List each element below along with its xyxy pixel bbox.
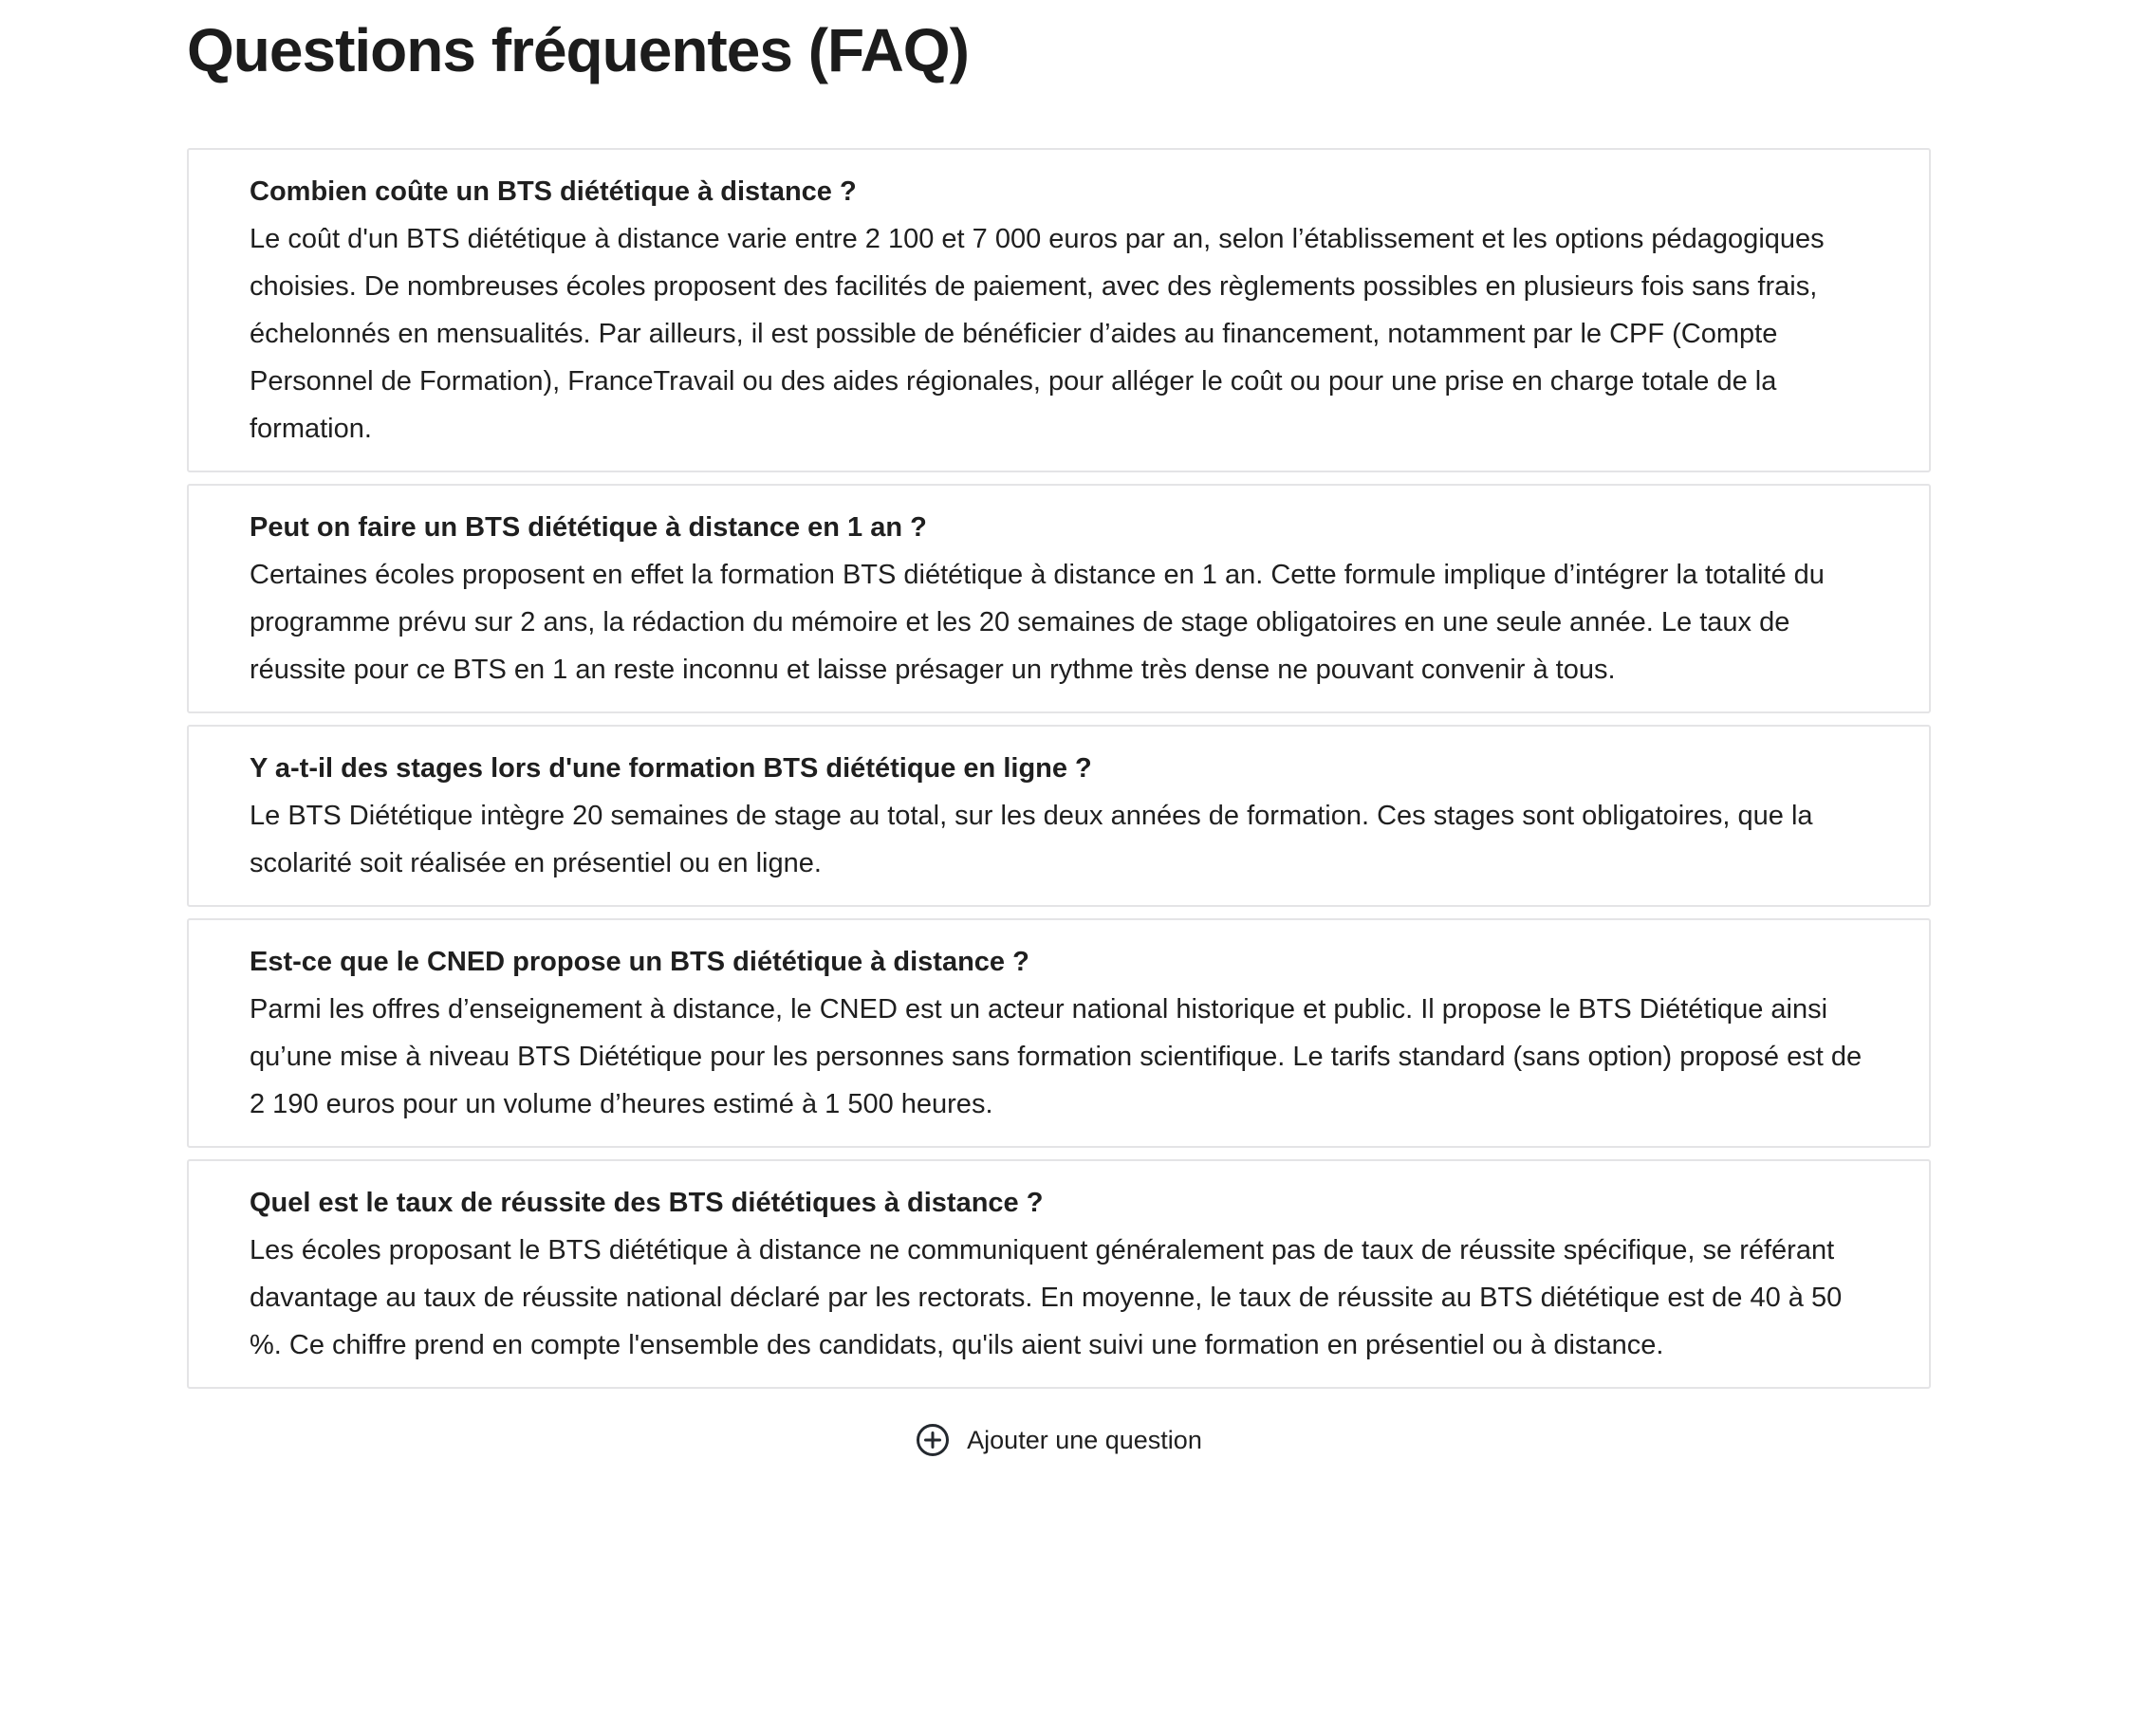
faq-question: Peut on faire un BTS diététique à distance en 1 an ?	[250, 512, 927, 543]
page-title: Questions fréquentes (FAQ)	[187, 16, 969, 84]
add-question-button[interactable]	[187, 1423, 1931, 1457]
faq-question: Combien coûte un BTS diététique à distance ?	[250, 176, 857, 207]
faq-card	[187, 484, 1931, 713]
faq-question: Quel est le taux de réussite des BTS diététiques à distance ?	[250, 1188, 1044, 1218]
add-question-label: Ajouter une question	[967, 1426, 1202, 1454]
faq-answer: Certaines écoles proposent en effet la formation BTS diététique à distance en 1 an. Cette formule implique d’intégrer la totalité du programme prévu sur 2 ans, la rédaction du mémoire et les 20 semaines de stage obligatoires en une seule année. Le taux de réussite pour ce BTS en 1 an reste inconnu et laisse présager un rythme très dense ne pouvant convenir à tous.	[250, 560, 1825, 685]
faq-card	[187, 725, 1931, 907]
faq-card	[187, 918, 1931, 1148]
faq-question: Est-ce que le CNED propose un BTS diététique à distance ?	[250, 947, 1029, 977]
faq-question: Y a-t-il des stages lors d'une formation BTS diététique en ligne ?	[250, 753, 1092, 784]
plus-circle-icon	[916, 1423, 950, 1457]
faq-answer: Le BTS Diététique intègre 20 semaines de stage au total, sur les deux années de formation. Ces stages sont obligatoires, que la scolarité soit réalisée en présentiel ou en ligne.	[250, 801, 1813, 878]
faq-list	[187, 148, 1931, 1389]
faq-card	[187, 1159, 1931, 1389]
faq-card	[187, 148, 1931, 472]
faq-answer: Parmi les offres d’enseignement à distance, le CNED est un acteur national historique et public. Il propose le BTS Diététique ainsi qu’une mise à niveau BTS Diététique pour les personnes sans formation scientifique. Le tarifs standard (sans option) proposé est de 2 190 euros pour un volume d’heures estimé à 1 500 heures.	[250, 994, 1863, 1119]
faq-answer: Les écoles proposant le BTS diététique à distance ne communiquent généralement pas de taux de réussite spécifique, se référant davantage au taux de réussite national déclaré par les rectorats. En moyenne, le taux de réussite au BTS diététique est de 40 à 50 %. Ce chiffre prend en compte l'ensemble des candidats, qu'ils aient suivi une formation en présentiel ou à distance.	[250, 1235, 1843, 1360]
faq-answer: Le coût d'un BTS diététique à distance varie entre 2 100 et 7 000 euros par an, selon l’établissement et les options pédagogiques choisies. De nombreuses écoles proposent des facilités de paiement, avec des règlements possibles en plusieurs fois sans frais, échelonnés en mensualités. Par ailleurs, il est possible de bénéficier d’aides au financement, notamment par le CPF (Compte Personnel de Formation), FranceTravail ou des aides régionales, pour alléger le coût ou pour une prise en charge totale de la formation.	[250, 224, 1825, 444]
